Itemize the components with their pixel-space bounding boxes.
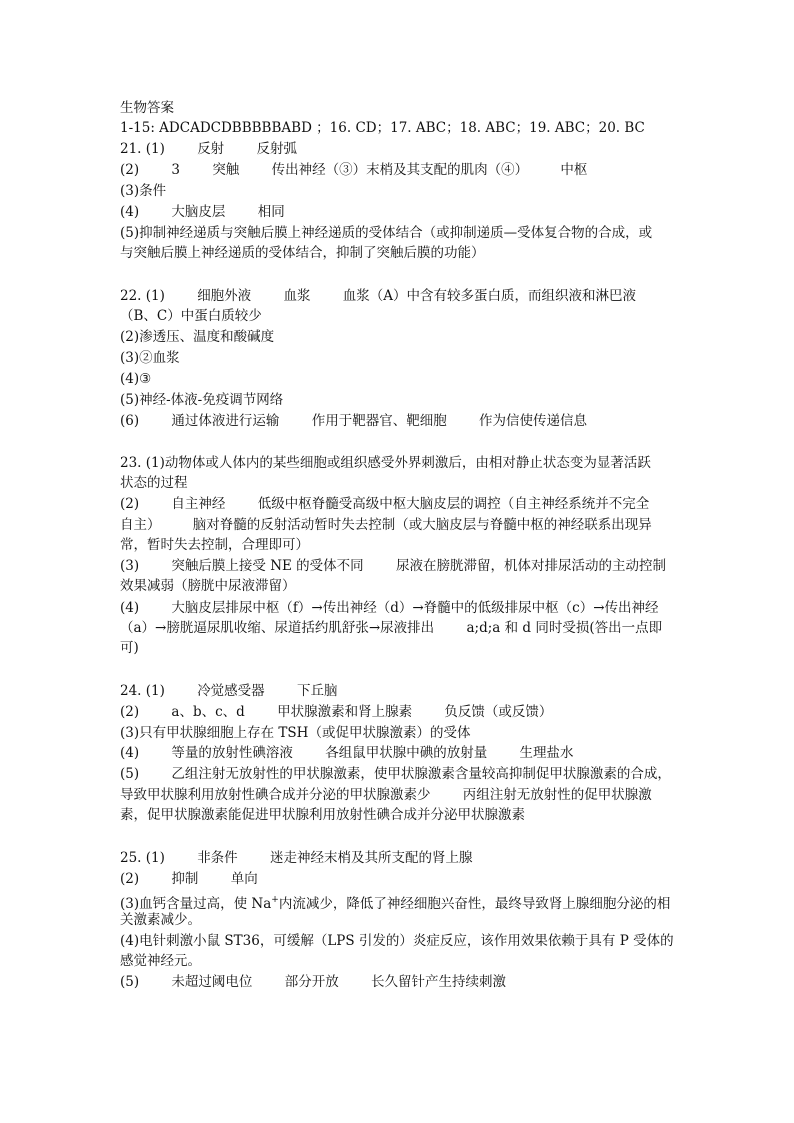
q25-part1 [120,848,680,868]
q24-p2-num: (2) [120,704,140,720]
q23-p4-a2: a;d;a 和 d 同时受损(答出一点即 [466,620,663,636]
q23-part4-line2 [120,618,680,638]
q22-p6-num: (6) [120,413,140,429]
q25-p5-a2: 部分开放 [284,974,339,990]
q22-part3: (3)②血浆 [120,350,180,366]
doc-title: 生物答案 [120,100,174,116]
q21-p2-a3: 传出神经（③）末梢及其支配的肌肉（④） [271,162,529,178]
q21-part3: (3)条件 [120,183,167,199]
q25-p5-num: (5) [120,974,140,990]
q23-p2-a1: 自主神经 [171,496,226,512]
q21-part5-line2: 与突触后膜上神经递质的受体结合，抑制了突触后膜的功能） [120,245,485,261]
q25-p2-a2: 单向 [230,871,258,887]
q23-p2-a3: 脑对脊髓的反射活动暂时失去控制（或大脑皮层与脊髓中枢的神经联系出现异 [192,517,652,533]
q23-part2-line2 [120,515,680,535]
q23-part1-line1: 23. (1)动物体或人体内的某些细胞或组织感受外界刺激后，由相对静止状态变为显著活跃 [120,455,651,471]
q24-part2 [120,702,680,722]
q23-part4-line3: 可) [120,640,139,656]
q24-a2: 下丘脑 [296,683,338,699]
q24-p4-num: (4) [120,745,140,761]
q23-part3-line2: 效果减弱（膀胱中尿液滞留） [120,578,296,594]
q21-p2-a1: 3 [171,162,181,178]
q22-part4: (4)③ [120,371,152,387]
q24-p5-a2: 丙组注射无放射性的促甲状腺激 [462,787,652,803]
q24-num: 24. (1) [120,683,165,699]
q25-p5-a3: 长久留针产生持续刺激 [371,974,507,990]
q24-p2-a2: 甲状腺激素和肾上腺素 [277,704,413,720]
q21-a2: 反射弧 [256,141,297,157]
q25-p5-a1: 未超过阈电位 [171,974,253,990]
q23-p2-num: (2) [120,496,140,512]
q23-p2-a2: 低级中枢脊髓受高级中枢大脑皮层的调控（自主神经系统并不完全 [257,496,650,512]
q24-p2-a3: 负反馈（或反馈） [444,704,553,720]
q23-p4-num: (4) [120,600,140,616]
q23-p3-a1: 突触后膜上接受 NE 的受体不同 [171,558,364,574]
q24-a1: 冷觉感受器 [197,683,265,699]
q25-p2-a1: 抑制 [171,871,199,887]
q25-num: 25. (1) [120,850,165,866]
q22-num: 22. (1) [120,288,165,304]
q23-part4-line1 [120,598,680,618]
q21-part1 [120,139,680,159]
q22-part6 [120,411,680,431]
q24-part5-line3: 素，促甲状腺激素能促进甲状腺利用放射性碘合成并分泌甲状腺激素 [120,807,525,823]
q21-p2-num: (2) [120,162,140,178]
q24-p5-num: (5) [120,766,140,782]
q24-p4-a2: 各组鼠甲状腺中碘的放射量 [325,745,488,761]
q21-p4-a2: 相同 [257,204,285,220]
q21-p2-a2: 突触 [212,162,240,178]
q22-part5: (5)神经-体液-免疫调节网络 [120,392,284,408]
q22-p6-a3: 作为信使传递信息 [479,413,588,429]
q25-p2-num: (2) [120,871,140,887]
q23-part2-line1 [120,494,680,514]
q25-part2 [120,869,680,889]
q25-a2: 迷走神经末梢及其所支配的肾上腺 [269,850,473,866]
q22-p6-a1: 通过体液进行运输 [171,413,280,429]
q24-part1 [120,681,680,701]
q23-part2-line3: 常，暂时失去控制，合理即可） [120,537,309,553]
q24-p4-a3: 生理盐水 [519,745,574,761]
q25-p3-pre: (3)血钙含量过高，使 Na [120,895,272,912]
q25-part3-line2: 关激素减少。 [120,912,201,928]
q25-part5 [120,972,680,992]
q22-a3: 血浆（A）中含有较多蛋白质，而组织液和淋巴液 [342,288,637,304]
q24-p4-a1: 等量的放射性碘溶液 [171,745,293,761]
q21-p4-a1: 大脑皮层 [171,204,226,220]
mc-answers: 1-15: ADCADCDBBBBBABD ；16. CD；17. ABC；18. ABC；19. ABC；20. BC [120,120,645,136]
q25-p3-post: 内流减少，降低了神经细胞兴奋性，最终导致肾上腺细胞分泌的相 [278,895,671,912]
q23-p3-a2: 尿液在膀胱滞留，机体对排尿活动的主动控制 [395,558,666,574]
q22-p6-a2: 作用于靶器官、靶细胞 [311,413,447,429]
q22-part1 [120,286,680,306]
q21-num: 21. (1) [120,141,165,157]
q24-p2-a1: a、b、c、d [171,704,245,720]
q23-p2-a2-end: 自主） [120,517,161,533]
q21-part2 [120,160,680,180]
q24-part4 [120,743,680,763]
q24-p5-a1: 乙组注射无放射性的甲状腺激素，使甲状腺激素含量较高抑制促甲状腺激素的合成， [171,766,671,782]
q25-a1: 非条件 [197,850,238,866]
q24-p5-a1-cont: 导致甲状腺利用放射性碘合成并分泌的甲状腺激素少 [120,787,431,803]
q23-p3-num: (3) [120,558,140,574]
q21-a1: 反射 [197,141,225,157]
q23-part1-line2: 状态的过程 [120,475,188,491]
q23-p4-a1-end: （a）→膀胱逼尿肌收缩、尿道括约肌舒张→尿液排出 [120,620,435,636]
q22-part1-cont: （B、C）中蛋白质较少 [120,308,262,324]
q23-p4-a1: 大脑皮层排尿中枢（f）→传出神经（d）→脊髓中的低级排尿中枢（c）→传出神经 [171,600,659,616]
q22-a2: 血浆 [283,288,311,304]
q21-part4 [120,202,680,222]
q24-part5-line2 [120,785,680,805]
q22-a1: 细胞外液 [197,288,252,304]
q25-p3-sup: + [271,895,279,905]
q21-p4-num: (4) [120,204,140,220]
q25-part4-line2: 感觉神经元。 [120,953,201,969]
q22-part2: (2)渗透压、温度和酸碱度 [120,329,275,345]
q21-p2-a4: 中枢 [560,162,588,178]
q23-part3-line1 [120,556,680,576]
q24-part3: (3)只有甲状腺细胞上存在 TSH（或促甲状腺激素）的受体 [120,725,471,741]
q25-part4-line1: (4)电针刺激小鼠 ST36，可缓解（LPS 引发的）炎症反应，该作用效果依赖于具有 P 受体的 [120,933,674,949]
q21-part5-line1: (5)抑制神经递质与突触后膜上神经递质的受体结合（或抑制递质—受体复合物的合成，或 [120,225,653,241]
q24-part5-line1 [120,764,680,784]
